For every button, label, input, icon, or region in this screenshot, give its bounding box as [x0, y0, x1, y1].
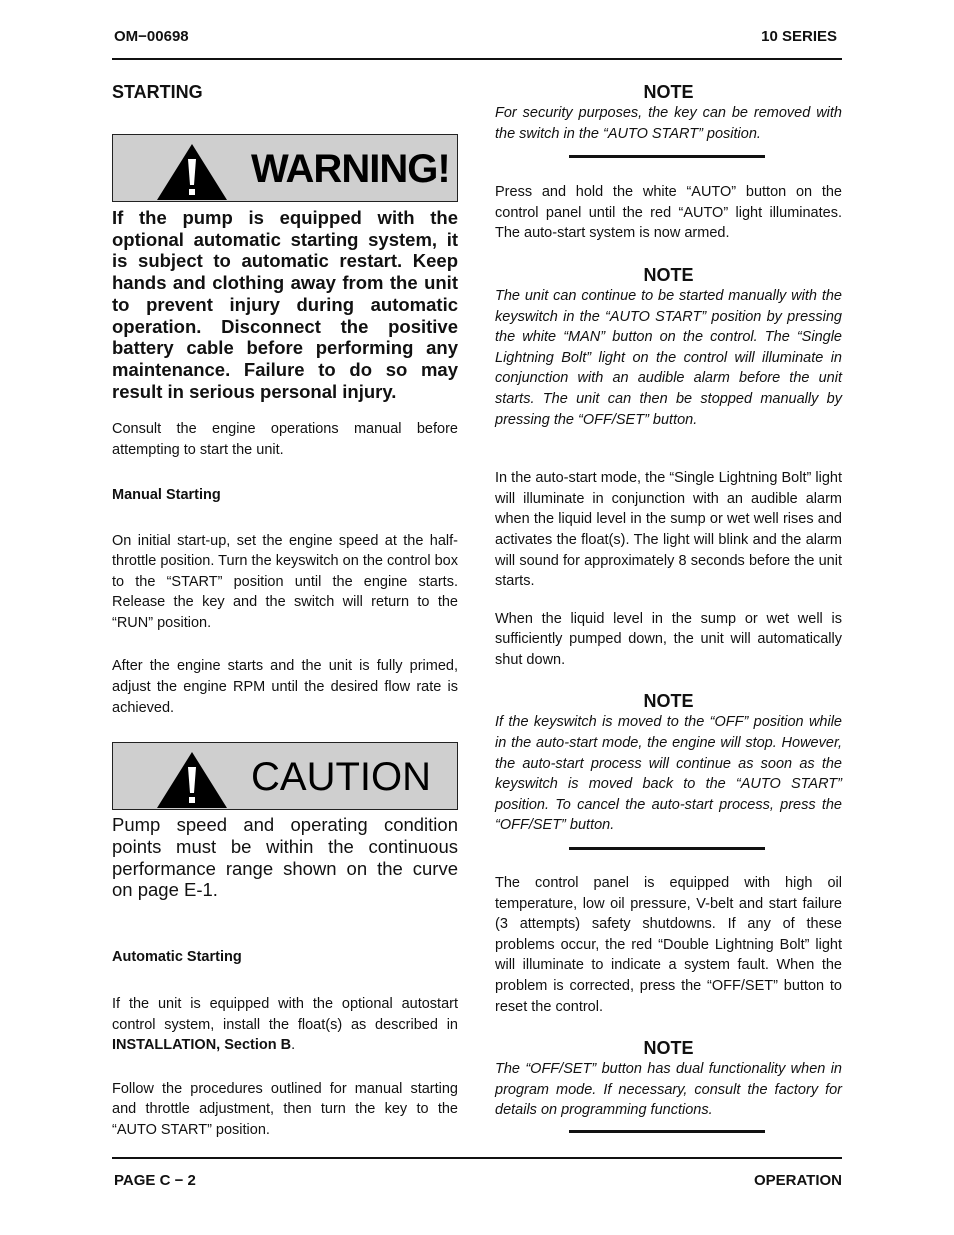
note-heading-3: NOTE	[643, 691, 694, 712]
manual-starting-paragraph-2: After the engine starts and the unit is fully primed, adjust the engine RPM until the desired flow rate is achieved.	[112, 658, 458, 716]
note-1-text: For security purposes, the key can be removed with the switch in the “AUTO START” position.	[495, 105, 842, 142]
safety-shutdowns-paragraph: The control panel is equipped with high oil temperature, low oil pressure, V-belt and start failure (3 attempts) safety shutdowns. If any of these problems occur, the red “Double Lightning Bolt” light will illuminate to indicate a system fault. When the problem is corrected, press the “OFF/SET” button to reset the control.	[495, 875, 842, 1015]
manual-starting-heading: Manual Starting	[112, 486, 221, 503]
section-title: STARTING	[112, 82, 203, 102]
note-heading-2: NOTE	[643, 264, 694, 285]
page-number: PAGE C − 2	[114, 1172, 196, 1189]
warning-triangle-icon	[155, 141, 229, 201]
caution-triangle-icon	[155, 749, 229, 809]
right-column	[495, 80, 842, 1133]
left-column	[112, 80, 458, 1141]
note-2-text: The unit can continue to be started manually with the keyswitch in the “AUTO START” position by pressing the white “MAN” button on the control. The “Single Lightning Bolt” light on the control will illuminate in conjunction with an audible alarm before the unit starts. The unit can then be stopped manually by pressing the “OFF/SET” button.	[495, 287, 842, 428]
caution-label: CAUTION	[251, 755, 431, 800]
warning-banner	[112, 134, 458, 202]
series-label: 10 SERIES	[761, 28, 837, 45]
arming-paragraph: Press and hold the white “AUTO” button on the control panel until the red “AUTO” light illuminates. The auto-start system is now armed.	[495, 184, 842, 242]
note-4-text: The “OFF/SET” button has dual functionality when in program mode. If necessary, consult the factory for details on programming functions.	[495, 1061, 842, 1119]
automatic-starting-paragraph-1	[112, 994, 458, 1056]
note-heading-4: NOTE	[643, 1038, 694, 1059]
note-3-divider	[569, 847, 765, 850]
period: .	[291, 1037, 296, 1054]
doc-number: OM−00698	[114, 28, 189, 45]
warning-label: WARNING!	[251, 147, 450, 191]
note-heading-1: NOTE	[643, 82, 694, 102]
consult-paragraph: Consult the engine operations manual before attempting to start the unit.	[112, 421, 458, 458]
automatic-starting-heading: Automatic Starting	[112, 949, 242, 966]
section-name: OPERATION	[753, 1172, 842, 1189]
caution-text: Pump speed and operating condition points must be within the continuous performance range shown on the curve on page E-1.	[112, 814, 458, 901]
header-rule	[112, 58, 842, 60]
automatic-starting-paragraph-2: Follow the procedures outlined for manual starting and throttle adjustment, then turn the key to the “AUTO START” position.	[112, 1080, 458, 1139]
auto-start-mode-paragraph: In the auto-start mode, the “Single Lightning Bolt” light will illuminate in conjunction with an audible alarm when the liquid level in the sump or wet well rises and activates the float(s). The light will blink and the alarm will sound for approximately 8 seconds before the unit starts.	[495, 470, 842, 590]
manual-starting-paragraph-1: On initial start-up, set the engine speed at the half-throttle position. Turn the keyswitch on the control box to the “START” position until the engine starts. Release the key and the switch will return to the “RUN” position.	[112, 532, 458, 631]
note-3-text: If the keyswitch is moved to the “OFF” position while in the auto-start mode, the engine will stop. However, the auto-start process will continue as soon as the keyswitch is moved back to the “AUTO START” position. To cancel the auto-start process, press the “OFF/SET” button.	[495, 714, 842, 834]
automatic-starting-text: If the unit is equipped with the optional autostart control system, install the float(s) as described in	[112, 996, 458, 1033]
shutdown-paragraph: When the liquid level in the sump or wet well is sufficiently pumped down, the unit will automatically shut down.	[495, 610, 842, 668]
installation-section-reference: INSTALLATION, Section B	[112, 1037, 292, 1054]
caution-banner	[112, 742, 458, 810]
note-4-divider	[569, 1130, 765, 1133]
note-1-divider	[569, 155, 765, 158]
warning-text: If the pump is equipped with the optional automatic starting system, it is subject to automatic restart. Keep hands and clothing away from the unit to prevent injury during automatic operation. Disconnect the positive battery cable before performing any maintenance. Failure to do so may result in serious personal injury.	[112, 207, 458, 402]
footer-rule	[112, 1157, 842, 1159]
